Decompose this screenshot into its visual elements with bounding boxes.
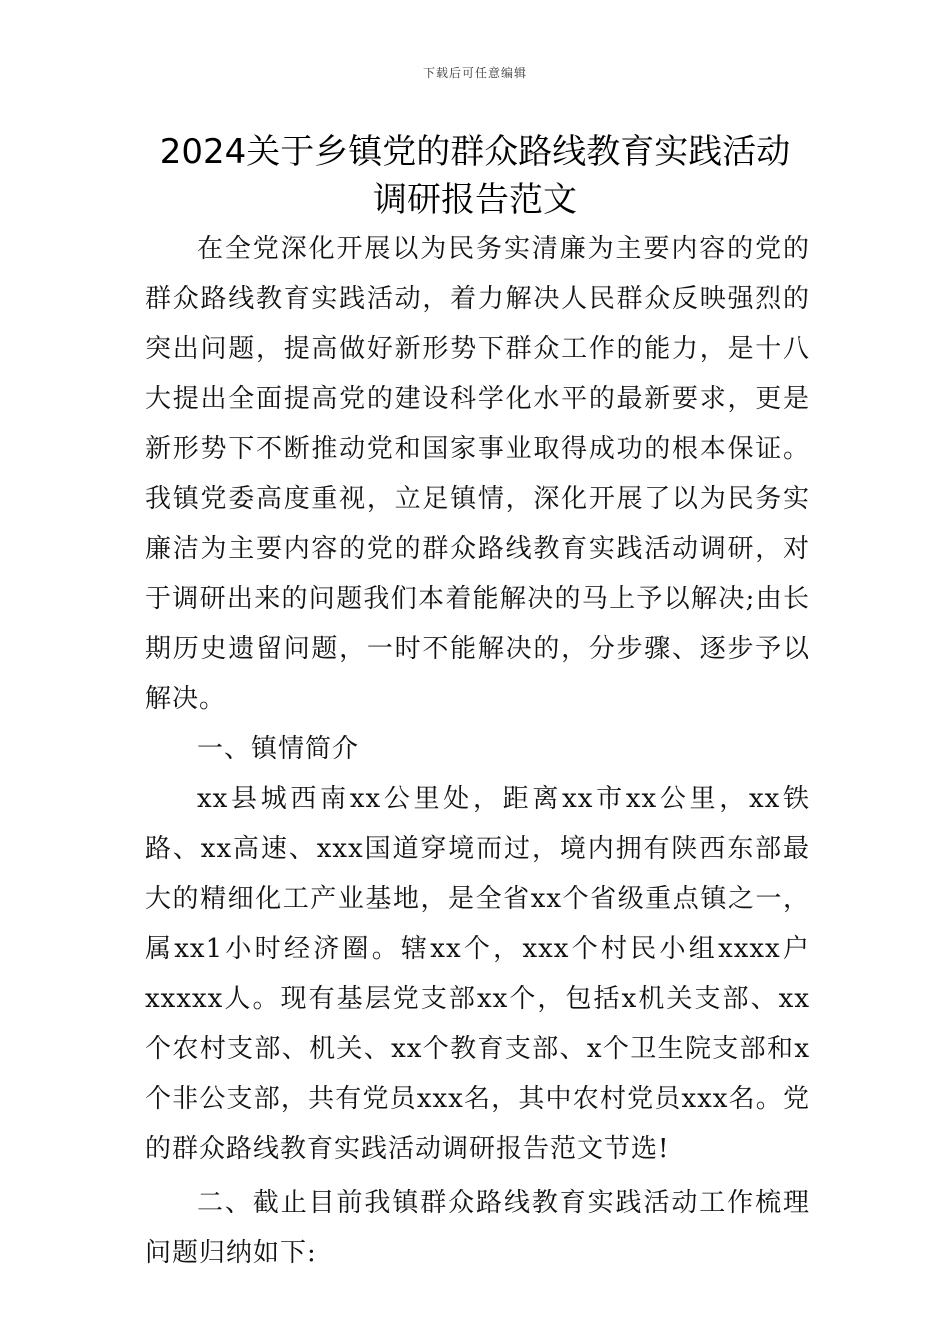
paragraph-intro: 在全党深化开展以为民务实清廉为主要内容的党的群众路线教育实践活动，着力解决人民群众反映强烈的突出问题，提高做好新形势下群众工作的能力，是十八大提出全面提高党的建设科学化水平的最新要求，更是新形势下不断推动党和国家事业取得成功的根本保证。我镇党委高度重视，立足镇情，深化开展了以为民务实廉洁为主要内容的党的群众路线教育实践活动调研，对于调研出来的问题我们本着能解决的马上予以解决;由长期历史遗留问题，一时不能解决的，分步骤、逐步予以解决。: [145, 234, 810, 714]
page-header-note: 下载后可任意编辑: [422, 66, 527, 80]
document-title: [100, 128, 850, 224]
title-line-1: 2024关于乡镇党的群众路线教育实践活动: [159, 132, 791, 172]
paragraph-town-overview: xx县城西南xx公里处，距离xx市xx公里，xx铁路、xx高速、xxx国道穿境而过，境内拥有陕西东部最大的精细化工产业基地，是全省xx个省级重点镇之一，属xx1小时经济圈。辖xx个，xxx个村民小组xxxx户xxxxx人。现有基层党支部xx个，包括x机关支部、xx个农村支部、机关、xx个教育支部、x个卫生院支部和x个非公支部，共有党员xxx名，其中农村党员xxx名。党的群众路线教育实践活动调研报告范文节选!: [145, 784, 810, 1164]
document-body: [145, 224, 810, 1278]
section-heading-2: 二、截止目前我镇群众路线教育实践活动工作梳理问题归纳如下:: [145, 1188, 810, 1268]
title-line-2: 调研报告范文: [373, 180, 577, 220]
section-heading-1: 一、镇情简介: [197, 734, 360, 764]
